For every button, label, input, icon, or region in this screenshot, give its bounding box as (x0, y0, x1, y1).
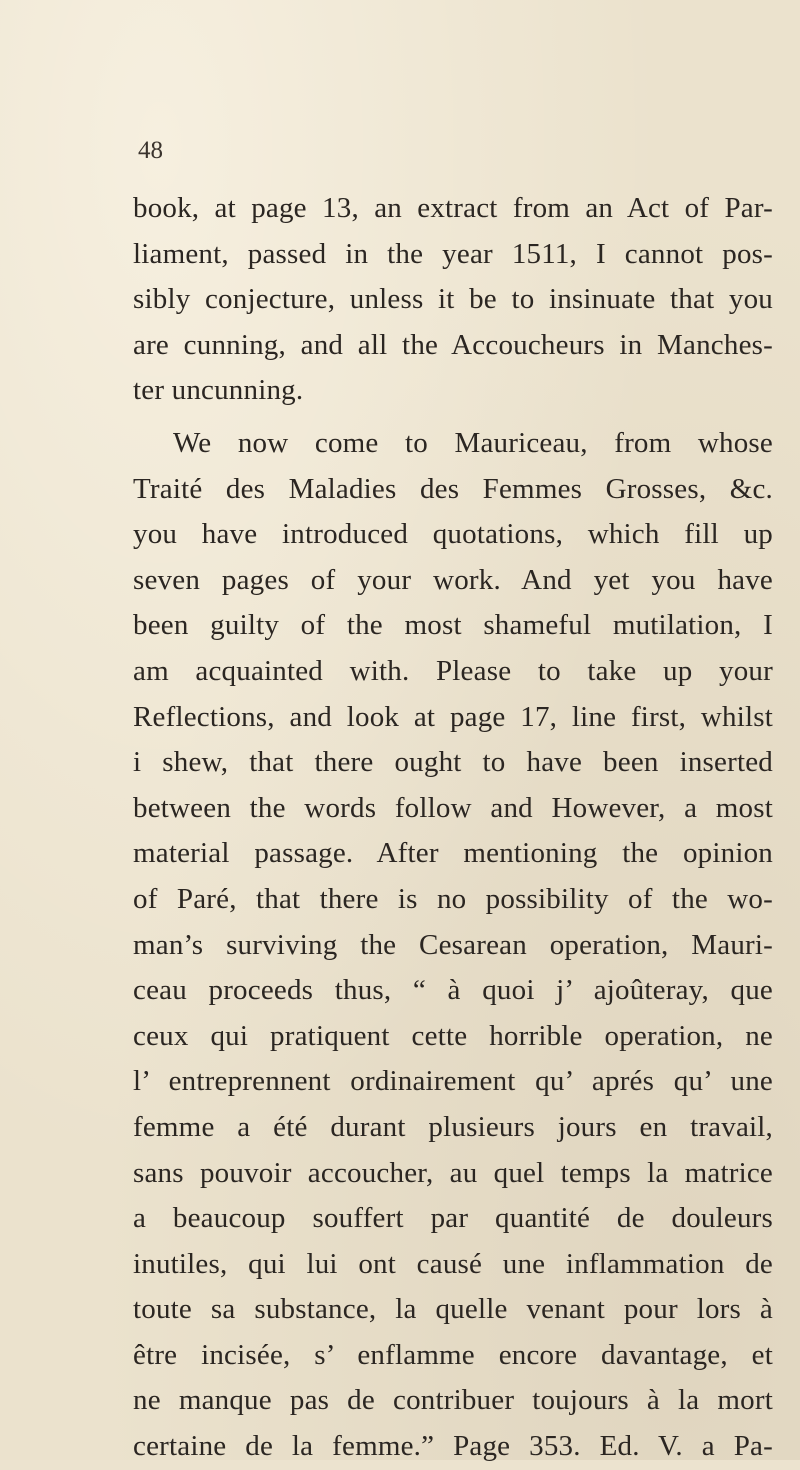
text-line: l’ entreprennent ordinairement qu’ aprés qu’ une (133, 1065, 773, 1098)
text-line: ne manque pas de contribuer toujours à la mort (133, 1384, 773, 1417)
text-line: a beaucoup souffert par quantité de douleurs (133, 1202, 773, 1235)
text-line: material passage. After mentioning the opinion (133, 837, 773, 870)
text-line: Traité des Maladies des Femmes Grosses, &c. (133, 472, 773, 505)
text-line: sibly conjecture, unless it be to insinuate that you (133, 283, 773, 316)
text-line: Reflections, and look at page 17, line first, whilst (133, 700, 773, 733)
text-line: of Paré, that there is no possibility of the wo- (133, 882, 773, 915)
paragraph-2 (133, 421, 773, 1470)
text-line: ter uncunning. (133, 374, 304, 407)
text-line: liament, passed in the year 1511, I cannot pos- (133, 237, 773, 270)
text-line: femme a été durant plusieurs jours en travail, (133, 1110, 773, 1143)
text-line: certaine de la femme.” Page 353. Ed. V. a Pa- (133, 1430, 773, 1463)
text-line: are cunning, and all the Accoucheurs in Manches- (133, 328, 773, 361)
text-line: man’s surviving the Cesarean operation, Mauri- (133, 928, 773, 961)
text-line: être incisée, s’ enflamme encore davantage, et (133, 1338, 773, 1371)
text-line: i shew, that there ought to have been inserted (133, 746, 773, 779)
text-line: We now come to Mauriceau, from whose (173, 427, 773, 459)
text-line: inutiles, qui lui ont causé une inflammation de (133, 1247, 773, 1280)
text-line: toute sa substance, la quelle venant pour lors à (133, 1293, 773, 1326)
text-line: book, at page 13, an extract from an Act of Par- (133, 192, 773, 224)
text-line: sans pouvoir accoucher, au quel temps la matrice (133, 1156, 773, 1189)
paragraph-1 (133, 186, 773, 414)
text-line: between the words follow and However, a most (133, 791, 773, 824)
text-line: been guilty of the most shameful mutilation, I (133, 609, 773, 642)
page-number: 48 (138, 137, 163, 164)
text-line: ceux qui pratiquent cette horrible operation, ne (133, 1019, 773, 1052)
text-line: seven pages of your work. And yet you have (133, 563, 773, 596)
text-line: you have introduced quotations, which fill up (133, 518, 773, 551)
text-line: am acquainted with. Please to take up your (133, 654, 773, 687)
text-line: ceau proceeds thus, “ à quoi j’ ajoûteray, que (133, 974, 773, 1007)
